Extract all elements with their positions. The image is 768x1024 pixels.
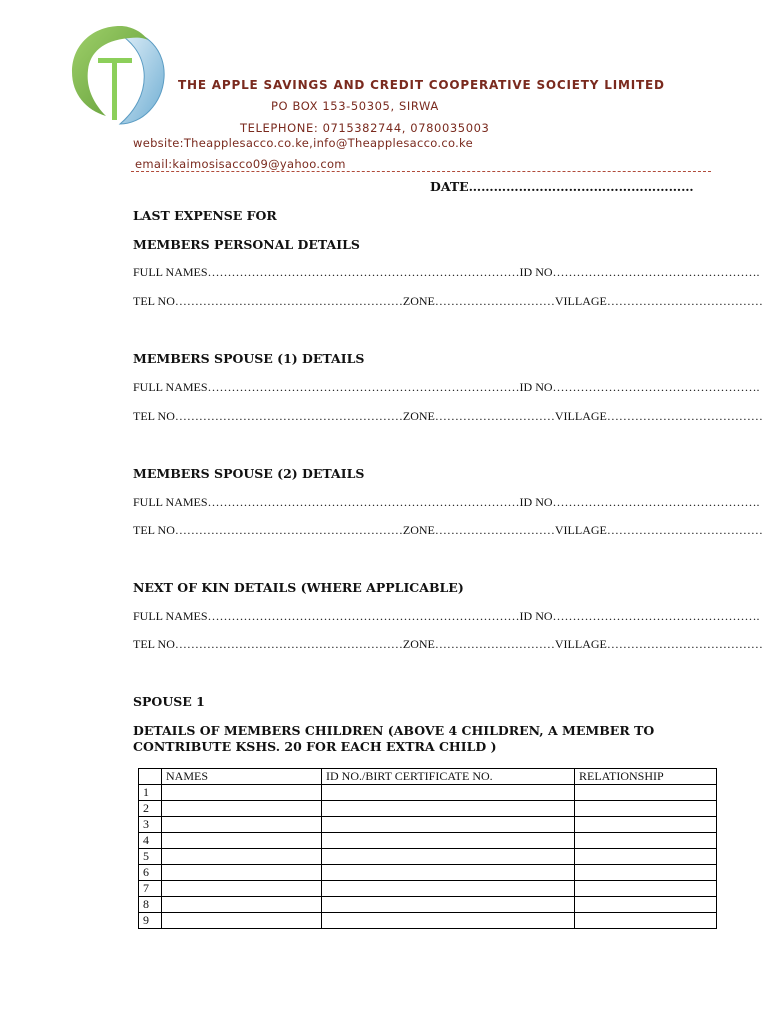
id-cell[interactable] (322, 849, 575, 865)
sacco-logo (68, 22, 168, 128)
table-row (139, 865, 717, 881)
column-header (139, 769, 162, 785)
name-cell[interactable] (162, 833, 322, 849)
table-row (139, 913, 717, 929)
relationship-cell[interactable] (575, 897, 717, 913)
column-header-names: NAMES (162, 769, 322, 785)
row-number: 3 (139, 817, 162, 833)
full-names-id-field[interactable]: FULL NAMES……………………………………………………………………ID NO……………………………………………. (133, 495, 760, 509)
id-cell[interactable] (322, 897, 575, 913)
children-section-title: DETAILS OF MEMBERS CHILDREN (ABOVE 4 CHILDREN, A MEMBER TO CONTRIBUTE KSHS. 20 FOR EACH EXTRA CHILD ) (133, 723, 655, 754)
section-title: MEMBERS SPOUSE (1) DETAILS (133, 351, 365, 366)
tel-zone-village-field[interactable]: TEL NO…………………………………………………ZONE…………………………VILLAGE………………………………… (133, 409, 763, 423)
email-link[interactable]: email:kaimosisacco09@yahoo.com (135, 157, 346, 171)
row-number: 5 (139, 849, 162, 865)
relationship-cell[interactable] (575, 849, 717, 865)
name-cell[interactable] (162, 785, 322, 801)
name-cell[interactable] (162, 897, 322, 913)
relationship-cell[interactable] (575, 881, 717, 897)
table-row (139, 801, 717, 817)
row-number: 8 (139, 897, 162, 913)
table-row (139, 817, 717, 833)
row-number: 1 (139, 785, 162, 801)
table-row (139, 785, 717, 801)
relationship-cell[interactable] (575, 833, 717, 849)
id-cell[interactable] (322, 801, 575, 817)
row-number: 4 (139, 833, 162, 849)
telephone: TELEPHONE: 0715382744, 0780035003 (240, 121, 490, 135)
full-names-id-field[interactable]: FULL NAMES……………………………………………………………………ID NO……………………………………………. (133, 380, 760, 394)
relationship-cell[interactable] (575, 801, 717, 817)
section-title: MEMBERS PERSONAL DETAILS (133, 237, 360, 252)
table-header-row (139, 769, 717, 785)
row-number: 7 (139, 881, 162, 897)
id-cell[interactable] (322, 833, 575, 849)
org-name: THE APPLE SAVINGS AND CREDIT COOPERATIVE SOCIETY LIMITED (178, 78, 665, 92)
relationship-cell[interactable] (575, 913, 717, 929)
children-table (138, 768, 717, 929)
row-number: 2 (139, 801, 162, 817)
name-cell[interactable] (162, 865, 322, 881)
tel-zone-village-field[interactable]: TEL NO…………………………………………………ZONE…………………………VILLAGE………………………………… (133, 294, 763, 308)
full-names-id-field[interactable]: FULL NAMES……………………………………………………………………ID NO……………………………………………. (133, 609, 760, 623)
table-row (139, 833, 717, 849)
id-cell[interactable] (322, 913, 575, 929)
id-cell[interactable] (322, 785, 575, 801)
id-cell[interactable] (322, 817, 575, 833)
name-cell[interactable] (162, 801, 322, 817)
row-number: 6 (139, 865, 162, 881)
full-names-id-field[interactable]: FULL NAMES……………………………………………………………………ID NO……………………………………………. (133, 265, 760, 279)
column-header-id: ID NO./BIRT CERTIFICATE NO. (322, 769, 575, 785)
relationship-cell[interactable] (575, 865, 717, 881)
name-cell[interactable] (162, 849, 322, 865)
header-divider (131, 171, 711, 172)
column-header-relationship: RELATIONSHIP (575, 769, 717, 785)
relationship-cell[interactable] (575, 817, 717, 833)
date-field[interactable]: DATE……………………………………………… (430, 179, 694, 194)
table-row (139, 897, 717, 913)
website-link[interactable]: website:Theapplesacco.co.ke,info@Theapplesacco.co.ke (133, 136, 473, 150)
name-cell[interactable] (162, 817, 322, 833)
name-cell[interactable] (162, 881, 322, 897)
relationship-cell[interactable] (575, 785, 717, 801)
tel-zone-village-field[interactable]: TEL NO…………………………………………………ZONE…………………………VILLAGE………………………………… (133, 523, 763, 537)
section-title: NEXT OF KIN DETAILS (WHERE APPLICABLE) (133, 580, 464, 595)
table-row (139, 881, 717, 897)
section-title: MEMBERS SPOUSE (2) DETAILS (133, 466, 365, 481)
id-cell[interactable] (322, 865, 575, 881)
name-cell[interactable] (162, 913, 322, 929)
table-row (139, 849, 717, 865)
id-cell[interactable] (322, 881, 575, 897)
tel-zone-village-field[interactable]: TEL NO…………………………………………………ZONE…………………………VILLAGE………………………………… (133, 637, 763, 651)
po-box: PO BOX 153-50305, SIRWA (271, 99, 439, 113)
spouse-label: SPOUSE 1 (133, 694, 205, 709)
last-expense-title: LAST EXPENSE FOR (133, 208, 277, 223)
row-number: 9 (139, 913, 162, 929)
